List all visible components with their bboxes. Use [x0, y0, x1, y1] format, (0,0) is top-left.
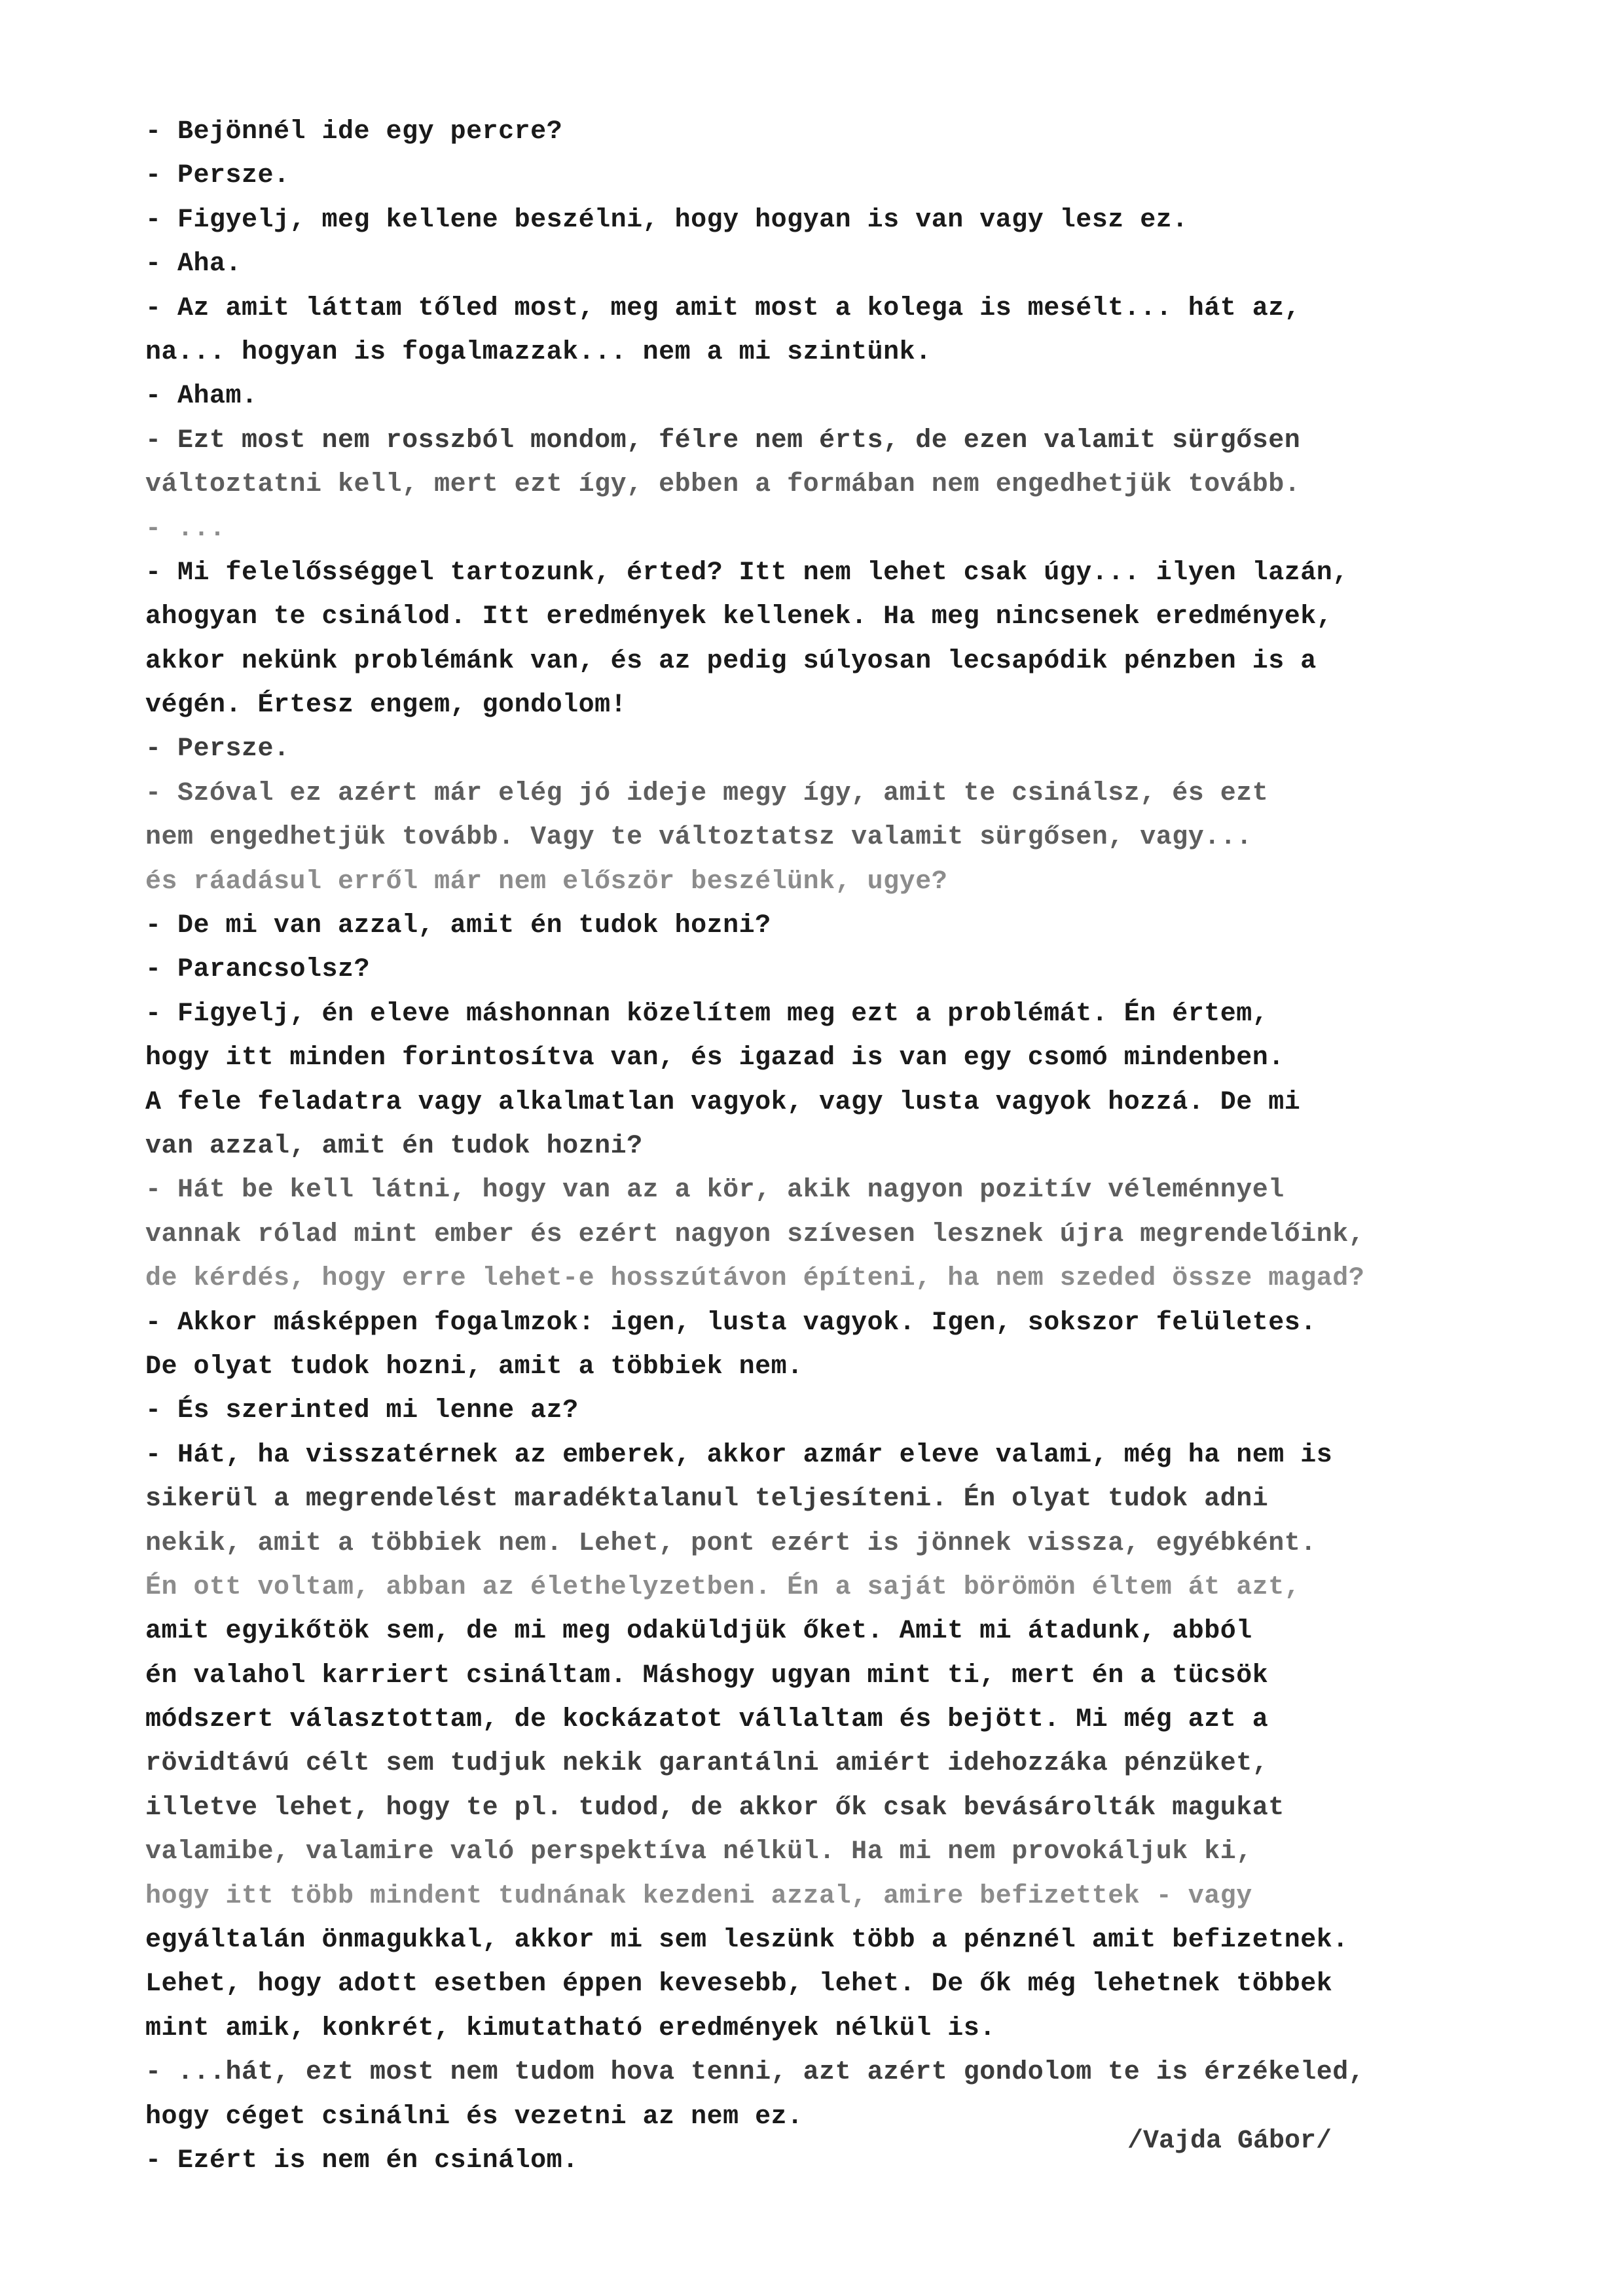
dialogue-line: - Bejönnél ide egy percre? [145, 117, 563, 147]
dialogue-line: - Persze. [145, 161, 290, 191]
dialogue-line: A fele feladatra vagy alkalmatlan vagyok, vagy lusta vagyok hozzá. De mi [145, 1087, 1301, 1117]
dialogue-line: - Akkor másképpen fogalmzok: igen, lusta vagyok. Igen, sokszor felületes. [145, 1308, 1317, 1338]
dialogue-line: - ... [145, 514, 226, 544]
dialogue-line: - Parancsolsz? [145, 955, 371, 985]
dialogue-line: sikerül a megrendelést maradéktalanul teljesíteni. Én olyat tudok adni [145, 1484, 1269, 1515]
dialogue-line: nekik, amit a többiek nem. Lehet, pont ezért is jönnek vissza, egyébként. [145, 1528, 1317, 1558]
dialogue-text [145, 110, 1520, 2183]
dialogue-line: - Aham. [145, 382, 258, 412]
dialogue-line: De olyat tudok hozni, amit a többiek nem. [145, 1352, 803, 1382]
dialogue-line: amit egyikőtök sem, de mi meg odaküldjük őket. Amit mi átadunk, abból [145, 1617, 1252, 1647]
dialogue-line: - Hát, ha visszatérnek az emberek, akkor azmár eleve valami, még ha nem is [145, 1440, 1333, 1470]
dialogue-line: akkor nekünk problémánk van, és az pedig súlyosan lecsapódik pénzben is a [145, 646, 1317, 676]
dialogue-line: - Figyelj, én eleve máshonnan közelítem meg ezt a problémát. Én értem, [145, 999, 1269, 1029]
dialogue-line: egyáltalán önmagukkal, akkor mi sem leszünk több a pénznél amit befizetnek. [145, 1926, 1349, 1956]
dialogue-line: hogy itt minden forintosítva van, és igazad is van egy csomó mindenben. [145, 1043, 1285, 1073]
dialogue-line: és ráadásul erről már nem először beszélünk, ugye? [145, 867, 948, 897]
dialogue-line: ahogyan te csinálod. Itt eredmények kellenek. Ha meg nincsenek eredmények, [145, 602, 1333, 632]
dialogue-line: - Az amit láttam tőled most, meg amit most a kolega is mesélt... hát az, [145, 293, 1301, 323]
dialogue-line: - Aha. [145, 249, 242, 279]
dialogue-line: módszert választottam, de kockázatot vállaltam és bejött. Mi még azt a [145, 1705, 1269, 1735]
dialogue-line: - Mi felelősséggel tartozunk, érted? Itt nem lehet csak úgy... ilyen lazán, [145, 558, 1349, 588]
dialogue-line: - Ezt most nem rosszból mondom, félre nem érts, de ezen valamit sürgősen [145, 425, 1301, 456]
dialogue-line: változtatni kell, mert ezt így, ebben a formában nem engedhetjük tovább. [145, 470, 1301, 500]
dialogue-line: na... hogyan is fogalmazzak... nem a mi szintünk. [145, 337, 932, 367]
dialogue-line: végén. Értesz engem, gondolom! [145, 691, 627, 721]
dialogue-line: Lehet, hogy adott esetben éppen kevesebb, lehet. De ők még lehetnek többek [145, 1969, 1333, 2000]
dialogue-line: vannak rólad mint ember és ezért nagyon szívesen lesznek újra megrendelőink, [145, 1219, 1365, 1249]
dialogue-line: de kérdés, hogy erre lehet-e hosszútávon építeni, ha nem szeded össze magad? [145, 1264, 1365, 1294]
dialogue-line: - Figyelj, meg kellene beszélni, hogy hogyan is van vagy lesz ez. [145, 205, 1188, 235]
dialogue-line: hogy céget csinálni és vezetni az nem ez. [145, 2102, 803, 2132]
dialogue-line: mint amik, konkrét, kimutatható eredmények nélkül is. [145, 2013, 996, 2043]
dialogue-line: van azzal, amit én tudok hozni? [145, 1131, 643, 1161]
dialogue-line: - Hát be kell látni, hogy van az a kör, akik nagyon pozitív véleménnyel [145, 1175, 1285, 1206]
dialogue-line: - És szerinted mi lenne az? [145, 1396, 579, 1426]
dialogue-line: - Szóval ez azért már elég jó ideje megy így, amit te csinálsz, és ezt [145, 778, 1269, 808]
dialogue-line: Én ott voltam, abban az élethelyzetben. Én a saját börömön éltem át azt, [145, 1572, 1301, 1602]
dialogue-line: - De mi van azzal, amit én tudok hozni? [145, 911, 771, 941]
dialogue-line: - Ezért is nem én csinálom. [145, 2145, 579, 2176]
author-signature: /Vajda Gábor/ [1127, 2126, 1332, 2156]
dialogue-line: nem engedhetjük tovább. Vagy te változtatsz valamit sürgősen, vagy... [145, 823, 1252, 853]
dialogue-line: - ...hát, ezt most nem tudom hova tenni, azt azért gondolom te is érzékeled, [145, 2058, 1365, 2088]
dialogue-line: én valahol karriert csináltam. Máshogy ugyan mint ti, mert én a tücsök [145, 1660, 1269, 1691]
dialogue-line: valamibe, valamire való perspektíva nélkül. Ha mi nem provokáljuk ki, [145, 1837, 1252, 1867]
dialogue-line: hogy itt több mindent tudnának kezdeni azzal, amire befizettek - vagy [145, 1881, 1252, 1911]
dialogue-line: illetve lehet, hogy te pl. tudod, de akkor ők csak bevásárolták magukat [145, 1793, 1285, 1823]
dialogue-line: - Persze. [145, 734, 290, 764]
dialogue-line: rövidtávú célt sem tudjuk nekik garantálni amiért idehozzáka pénzüket, [145, 1749, 1269, 1779]
